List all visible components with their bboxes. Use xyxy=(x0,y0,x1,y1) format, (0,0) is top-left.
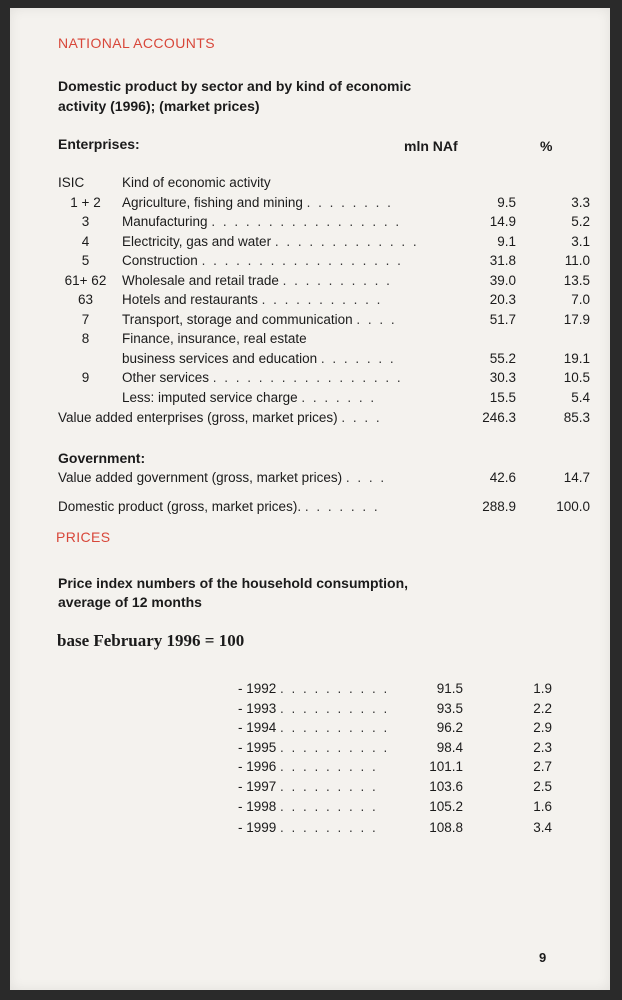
price-row xyxy=(238,759,558,779)
isic-code: 61+ 62 xyxy=(64,273,107,288)
leader-dots: . . . . . . . xyxy=(301,390,377,405)
activity-label: Other services xyxy=(122,370,210,385)
activity-label: Construction xyxy=(122,253,198,268)
value-percent: 17.9 xyxy=(563,312,590,327)
activity-label: Electricity, gas and water xyxy=(122,234,272,249)
price-index: 98.4 xyxy=(436,740,463,755)
value-mln-naf: 15.5 xyxy=(489,390,516,405)
price-index: 96.2 xyxy=(436,720,463,735)
price-year: - 1994 xyxy=(238,720,277,735)
price-change: 2.2 xyxy=(533,701,552,716)
price-row xyxy=(238,701,558,721)
table-row xyxy=(58,253,598,273)
leader-dots: . . . . . . . . . . xyxy=(280,681,390,696)
value-mln-naf: 55.2 xyxy=(489,351,516,366)
value-percent: 5.2 xyxy=(571,214,590,229)
leader-dots: . . . . . . . . . . xyxy=(282,273,392,288)
table-row xyxy=(58,351,598,371)
price-change: 1.6 xyxy=(533,799,552,814)
leader-dots: . . . . . . . . . . xyxy=(280,740,390,755)
value-mln-naf: 9.1 xyxy=(497,234,516,249)
value-percent: 5.4 xyxy=(571,390,590,405)
price-title-line1: Price index numbers of the household consumption, xyxy=(58,575,409,591)
value-percent: 13.5 xyxy=(563,273,590,288)
activity-label: Manufacturing xyxy=(122,214,208,229)
leader-dots: . . . . . . . . . . . . . . . . . xyxy=(211,214,402,229)
isic-code: 5 xyxy=(81,253,90,268)
section-heading-prices: PRICES xyxy=(56,529,111,545)
base-label: base February 1996 = 100 xyxy=(57,631,245,650)
table-title-line1: Domestic product by sector and by kind of economic xyxy=(58,78,412,94)
price-index: 101.1 xyxy=(429,759,463,774)
price-change: 3.4 xyxy=(533,820,552,835)
price-year: - 1992 xyxy=(238,681,277,696)
price-row xyxy=(238,799,558,819)
activity-label: Hotels and restaurants xyxy=(122,292,258,307)
isic-code: 1 + 2 xyxy=(70,195,101,210)
price-year: - 1995 xyxy=(238,740,277,755)
price-year: - 1998 xyxy=(238,799,277,814)
table-row xyxy=(58,234,598,254)
isic-code: 3 xyxy=(81,214,90,229)
government-label: Government: xyxy=(58,450,146,466)
column-header-mln-naf: mln NAf xyxy=(404,138,458,154)
price-year: - 1999 xyxy=(238,820,277,835)
value-added-enterprises-label: Value added enterprises (gross, market prices) xyxy=(58,410,338,425)
value-added-government-pct: 14.7 xyxy=(563,470,590,485)
leader-dots: . . . . . . . . . . . . . . . . . . xyxy=(201,253,403,268)
leader-dots: . . . . . . . . . . . . . xyxy=(274,234,419,249)
isic-code: 63 xyxy=(77,292,94,307)
leader-dots: . . . . . . . . . . xyxy=(280,701,390,716)
document-page xyxy=(10,8,610,990)
activity-label: Agriculture, fishing and mining xyxy=(122,195,303,210)
leader-dots: . . . . xyxy=(356,312,397,327)
value-percent: 11.0 xyxy=(564,253,590,268)
value-mln-naf: 31.8 xyxy=(489,253,516,268)
price-change: 2.3 xyxy=(533,740,552,755)
value-mln-naf: 20.3 xyxy=(489,292,516,307)
value-added-enterprises-row xyxy=(58,410,598,430)
value-mln-naf: 51.7 xyxy=(489,312,516,327)
price-index: 108.8 xyxy=(429,820,463,835)
leader-dots: . . . . . . . . . xyxy=(280,799,378,814)
domestic-product-pct: 100.0 xyxy=(556,499,590,514)
price-year: - 1996 xyxy=(238,759,277,774)
domestic-product-label: Domestic product (gross, market prices). xyxy=(58,499,302,514)
header-isic: ISIC xyxy=(58,175,85,190)
leader-dots: . . . . xyxy=(345,470,387,485)
value-mln-naf: 39.0 xyxy=(489,273,516,288)
header-activity: Kind of economic activity xyxy=(122,175,271,190)
enterprises-label: Enterprises: xyxy=(58,136,140,152)
activity-label: business services and education xyxy=(122,351,318,366)
leader-dots: . . . . . . . . . xyxy=(280,759,378,774)
value-percent: 3.1 xyxy=(571,234,590,249)
value-percent: 19.1 xyxy=(563,351,590,366)
value-added-government-value: 42.6 xyxy=(489,470,516,485)
price-row xyxy=(238,681,558,701)
price-change: 2.7 xyxy=(533,759,552,774)
activity-label: Less: imputed service charge xyxy=(122,390,298,405)
price-index: 93.5 xyxy=(436,701,463,716)
price-row xyxy=(238,779,558,799)
price-row xyxy=(238,820,558,840)
value-mln-naf: 14.9 xyxy=(489,214,516,229)
table-row xyxy=(58,273,598,293)
price-index: 105.2 xyxy=(429,799,463,814)
price-year: - 1993 xyxy=(238,701,277,716)
leader-dots: . . . . . . . . . . . xyxy=(261,292,383,307)
value-percent: 10.5 xyxy=(563,370,590,385)
table-row xyxy=(58,370,598,390)
value-added-enterprises-pct: 85.3 xyxy=(563,410,590,425)
price-index: 91.5 xyxy=(436,681,463,696)
activity-label: Finance, insurance, real estate xyxy=(122,331,307,346)
price-title-line2: average of 12 months xyxy=(58,594,202,610)
domestic-product-row xyxy=(58,499,598,519)
leader-dots: . . . . . . . . . . xyxy=(280,720,390,735)
isic-code: 8 xyxy=(81,331,90,346)
isic-code: 7 xyxy=(81,312,90,327)
price-change: 2.9 xyxy=(533,720,552,735)
activity-label: Transport, storage and communication xyxy=(122,312,353,327)
page-number: 9 xyxy=(539,950,547,965)
isic-code: 4 xyxy=(81,234,90,249)
leader-dots: . . . . . . . xyxy=(320,351,396,366)
table-header-row xyxy=(58,175,598,195)
value-added-government-row xyxy=(58,470,598,490)
value-mln-naf: 9.5 xyxy=(497,195,516,210)
isic-code: 9 xyxy=(81,370,90,385)
value-added-enterprises-value: 246.3 xyxy=(482,410,516,425)
column-header-percent: % xyxy=(540,138,553,154)
leader-dots: . . . . . . . . . xyxy=(280,779,378,794)
price-row xyxy=(238,740,558,760)
table-title-line2: activity (1996); (market prices) xyxy=(58,98,260,114)
section-heading-national-accounts: NATIONAL ACCOUNTS xyxy=(58,35,215,51)
value-percent: 7.0 xyxy=(571,292,590,307)
leader-dots: . . . . xyxy=(341,410,382,425)
value-percent: 3.3 xyxy=(571,195,590,210)
leader-dots: . . . . . . . . . xyxy=(280,820,378,835)
table-row xyxy=(58,292,598,312)
value-mln-naf: 30.3 xyxy=(489,370,516,385)
price-index: 103.6 xyxy=(429,779,463,794)
table-row xyxy=(58,195,598,215)
price-change: 2.5 xyxy=(533,779,552,794)
leader-dots: . . . . . . . xyxy=(304,499,380,514)
price-change: 1.9 xyxy=(533,681,552,696)
table-row xyxy=(58,331,598,351)
price-year: - 1997 xyxy=(238,779,277,794)
table-row xyxy=(58,214,598,234)
leader-dots: . . . . . . . . xyxy=(306,195,393,210)
value-added-government-label: Value added government (gross, market prices) xyxy=(58,470,343,485)
table-row xyxy=(58,390,598,410)
activity-label: Wholesale and retail trade xyxy=(122,273,279,288)
table-row xyxy=(58,312,598,332)
domestic-product-value: 288.9 xyxy=(482,499,516,514)
leader-dots: . . . . . . . . . . . . . . . . . xyxy=(212,370,403,385)
price-row xyxy=(238,720,558,740)
